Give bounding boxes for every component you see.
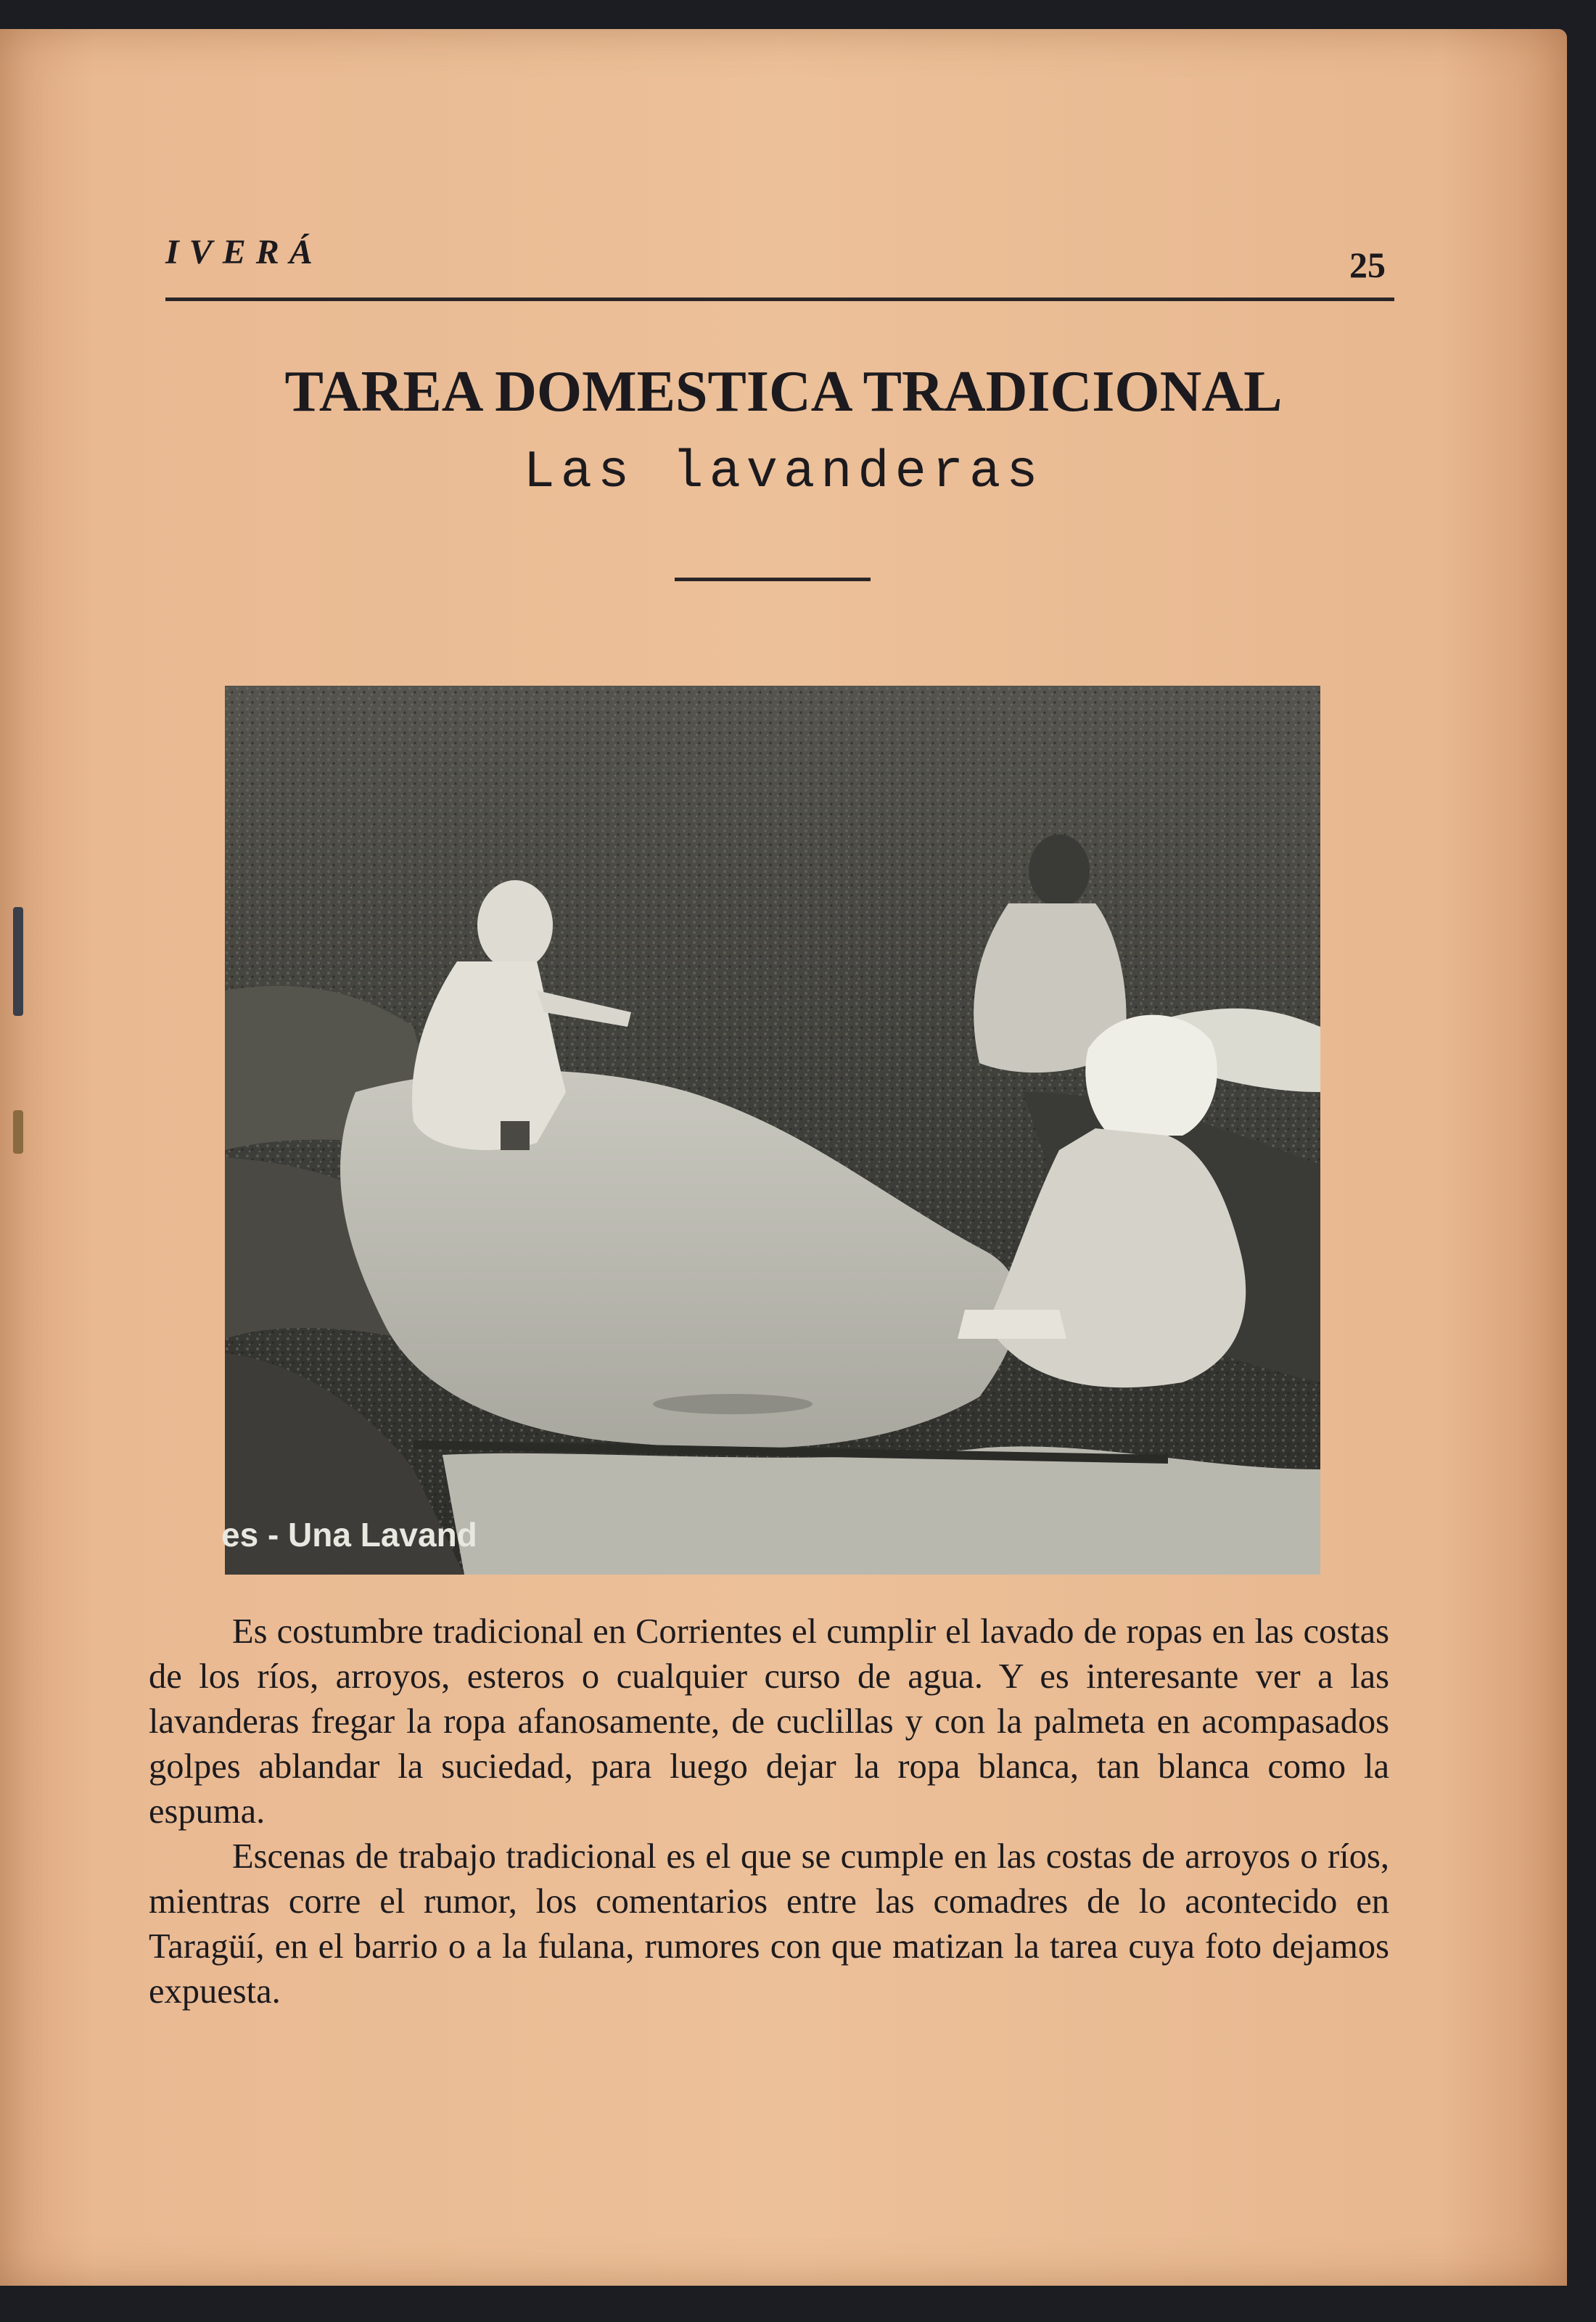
title-divider xyxy=(675,578,871,581)
page-number: 25 xyxy=(1349,245,1386,285)
photo-image xyxy=(225,686,1320,1575)
binding-mark xyxy=(13,1110,23,1154)
header-rule xyxy=(165,298,1394,301)
paragraph: Es costumbre tradicional en Corrientes el cumplir el lavado de ropas en las costas de los ríos, arroyos, esteros o cualquier curso de agua. Y es interesante ver a las lavanderas fregar la ropa afanosamente, de cuclillas y con la palmeta en acompasados golpes ablandar la suciedad, para luego dejar la ropa blanca, tan blanca como la espuma. xyxy=(149,1612,1389,1831)
article-subtitle: Las lavanderas xyxy=(523,443,1044,502)
paragraph: Escenas de trabajo tradicional es el que se cumple en las costas de arroyos o ríos, mientras corre el rumor, los comentarios entre las comadres de lo acontecido en Taragüí, en el barrio o a la fulana, rumores con que matizan la tarea cuya foto dejamos expuesta. xyxy=(149,1837,1389,2011)
photo-caption-fragment: es - Una Lavand xyxy=(221,1516,477,1554)
magazine-page xyxy=(0,29,1567,2286)
article-title: TAREA DOMESTICA TRADICIONAL xyxy=(284,360,1283,424)
article-body xyxy=(149,1609,1389,2014)
running-header-title: IVERÁ xyxy=(165,233,323,271)
staple-mark xyxy=(13,907,23,1016)
photo-laundresses xyxy=(225,686,1320,1575)
